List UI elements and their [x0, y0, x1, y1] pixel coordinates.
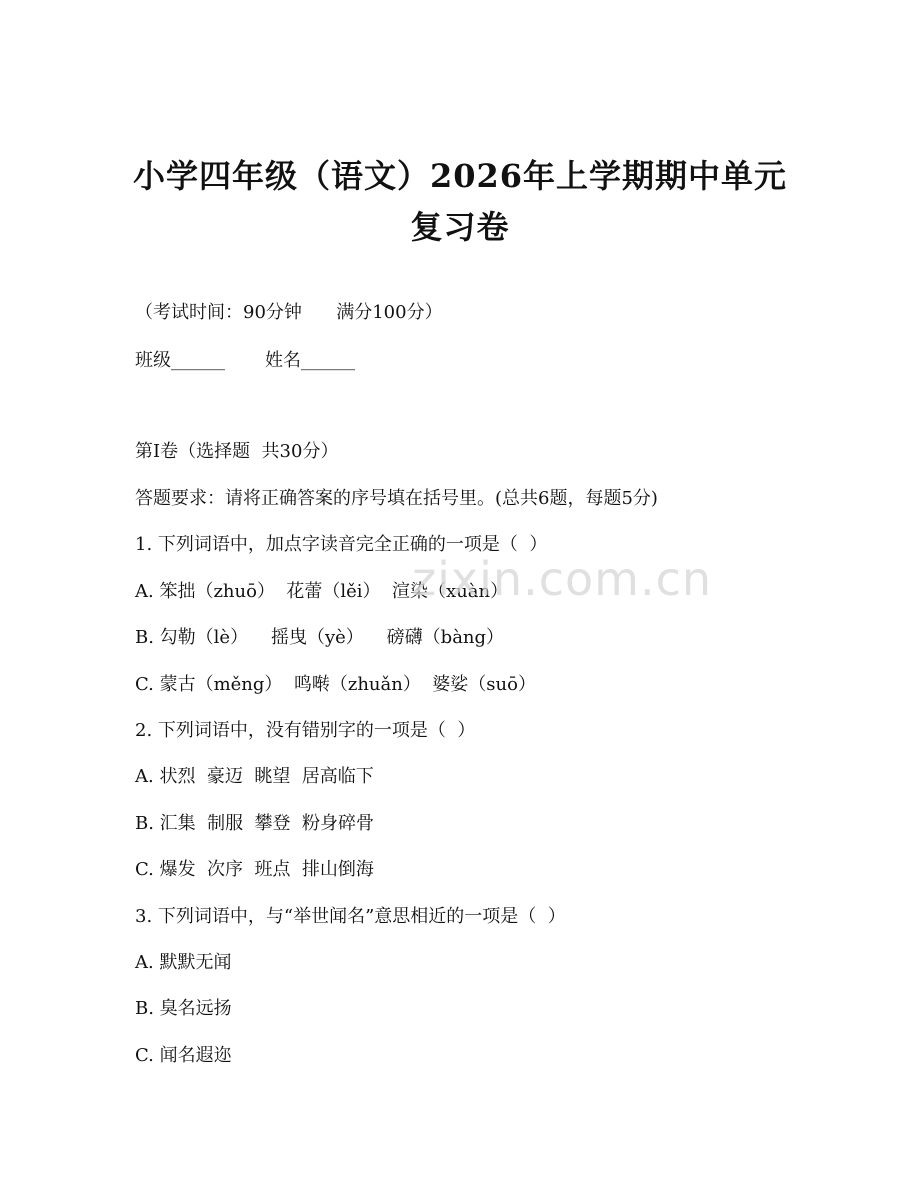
instructions: 答题要求：请将正确答案的序号填在括号里。(总共6题，每题5分) [135, 488, 658, 509]
question-2-stem: 2. 下列词语中，没有错别字的一项是（ ） [135, 720, 476, 741]
exam-title-line-1: 小学四年级（语文）2026年上学期期中单元 [132, 157, 788, 195]
question-2-option-c: C. 爆发 次序 班点 排山倒海 [135, 859, 374, 880]
class-name-fields: 班级______ 姓名______ [135, 350, 356, 371]
question-1-option-b: B. 勾勒（lè） 摇曳（yè） 磅礴（bàng） [135, 627, 505, 648]
question-2-option-a: A. 状烈 豪迈 眺望 居高临下 [135, 766, 374, 787]
question-1-option-c: C. 蒙古（měng） 鸣啭（zhuǎn） 婆娑（suō） [135, 674, 536, 695]
question-2-option-b: B. 汇集 制服 攀登 粉身碎骨 [135, 813, 374, 834]
question-3-stem: 3. 下列词语中，与“举世闻名”意思相近的一项是（ ） [135, 906, 566, 927]
question-3-option-a: A. 默默无闻 [135, 952, 232, 973]
question-1-option-a: A. 笨拙（zhuō） 花蕾（lěi） 渲染（xuàn） [135, 581, 509, 602]
watermark: zixin.com.cn [412, 552, 713, 606]
section-title: 第Ⅰ卷（选择题 共30分） [135, 441, 339, 462]
exam-info: （考试时间：90分钟 满分100分） [135, 302, 443, 323]
exam-title-line-2: 复习卷 [410, 208, 510, 246]
question-3-option-b: B. 臭名远扬 [135, 998, 232, 1019]
question-3-option-c: C. 闻名遐迩 [135, 1045, 232, 1066]
question-1-stem: 1. 下列词语中，加点字读音完全正确的一项是（ ） [135, 534, 548, 555]
